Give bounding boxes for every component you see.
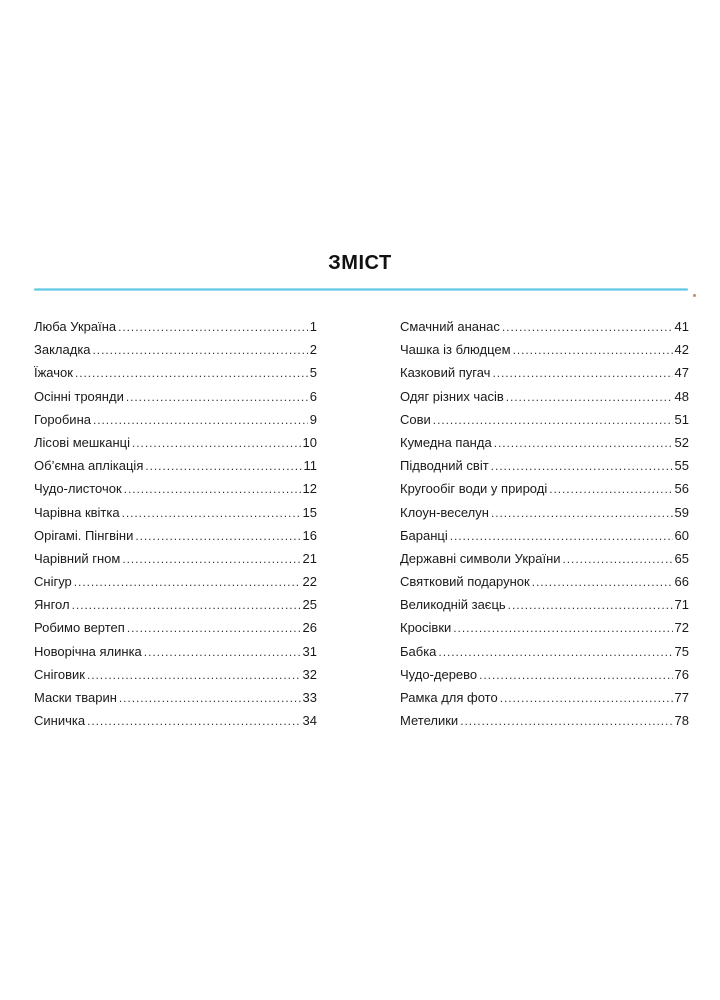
toc-entry-page-number: 55	[674, 458, 689, 474]
toc-entry-title: Їжачок	[34, 365, 73, 381]
toc-entry-title: Одяг різних часів	[400, 388, 504, 404]
dot-leader	[500, 687, 673, 710]
toc-entry-page-number: 12	[302, 481, 317, 497]
page-title: ЗМІСТ	[328, 252, 392, 274]
toc-entry[interactable]	[400, 547, 689, 570]
toc-entry[interactable]	[34, 663, 317, 686]
toc-entry-page-number: 78	[674, 713, 689, 729]
toc-entry-title: Горобина	[34, 411, 91, 427]
toc-entry-title: Рамка для фото	[400, 690, 498, 705]
toc-entry-title: Великодній заєць	[400, 597, 506, 613]
dot-leader	[438, 641, 672, 664]
toc-entry[interactable]	[400, 361, 689, 384]
toc-entry-title: Чарівний гном	[34, 550, 121, 566]
toc-entry-title: Метелики	[400, 713, 459, 729]
dot-leader	[513, 339, 673, 362]
toc-entry[interactable]	[400, 338, 689, 361]
toc-entry-title: Кросівки	[400, 620, 452, 636]
dot-leader	[494, 432, 673, 455]
toc-entry-title: Казковий пугач	[400, 365, 491, 381]
toc-entry[interactable]	[34, 338, 317, 361]
toc-entry-page-number: 65	[674, 550, 689, 566]
toc-entry-page-number: 48	[674, 388, 689, 404]
toc-entry-page-number: 75	[674, 643, 689, 659]
dot-leader	[506, 386, 673, 409]
toc-entry[interactable]	[400, 315, 689, 338]
dot-leader	[93, 339, 308, 362]
title-underline	[34, 288, 688, 291]
toc-entry-title: Підводний світ	[400, 458, 489, 474]
dot-leader	[122, 548, 300, 571]
toc-entry-page-number: 77	[674, 690, 689, 705]
toc-entry[interactable]	[34, 709, 317, 732]
toc-entry[interactable]	[400, 524, 689, 547]
toc-entry[interactable]	[34, 477, 317, 500]
toc-entry[interactable]	[34, 616, 317, 639]
toc-entry-title: Люба Україна	[34, 319, 117, 334]
toc-entry[interactable]	[400, 477, 689, 500]
dot-leader	[479, 664, 672, 687]
toc-entry-title: Кумедна панда	[400, 434, 492, 450]
dot-leader	[549, 478, 672, 501]
toc-entry-title: Робимо вертеп	[34, 620, 125, 636]
toc-entry-page-number: 51	[674, 411, 689, 427]
toc-entry-page-number: 2	[309, 342, 317, 358]
toc-entry[interactable]	[400, 454, 689, 477]
toc-entry[interactable]	[400, 616, 689, 639]
toc-entry[interactable]	[34, 570, 317, 593]
dot-leader	[144, 641, 301, 664]
toc-entry[interactable]	[400, 663, 689, 686]
toc-entry[interactable]	[400, 709, 689, 732]
toc-entry-page-number: 33	[302, 690, 317, 705]
toc-entry-page-number: 16	[302, 527, 317, 543]
toc-entry-title: Закладка	[34, 342, 91, 358]
dot-leader	[453, 617, 672, 640]
toc-entry[interactable]	[34, 315, 317, 338]
toc-entry-title: Баранці	[400, 527, 448, 543]
dot-leader	[87, 710, 300, 733]
toc-entry[interactable]	[34, 640, 317, 663]
toc-entry-title: Смачний ананас	[400, 319, 500, 334]
toc-entry-title: Кругообіг води у природі	[400, 481, 548, 497]
dot-leader	[502, 316, 673, 339]
toc-entry-title: Чарівна квітка	[34, 504, 120, 520]
toc-entry-page-number: 60	[674, 527, 689, 543]
toc-entry-title: Синичка	[34, 713, 86, 729]
dot-leader	[460, 710, 672, 733]
toc-entry-title: Чашка із блюдцем	[400, 342, 511, 358]
toc-entry-title: Лісові мешканці	[34, 434, 131, 450]
toc-entry-page-number: 26	[302, 620, 317, 636]
toc-entry[interactable]	[34, 431, 317, 454]
toc-entry-title: Чудо-дерево	[400, 666, 478, 682]
toc-entry[interactable]	[34, 385, 317, 408]
toc-entry-title: Янгол	[34, 597, 70, 613]
toc-entry-title: Чудо-листочок	[34, 481, 122, 497]
toc-entry[interactable]	[400, 431, 689, 454]
toc-entry-title: Клоун-веселун	[400, 504, 489, 520]
dot-leader	[119, 687, 301, 710]
toc-entry-page-number: 52	[674, 434, 689, 450]
dot-leader	[491, 455, 673, 478]
toc-entry[interactable]	[34, 524, 317, 547]
toc-entry-page-number: 66	[674, 574, 689, 590]
toc-entry-title: Державні символи України	[400, 550, 561, 566]
dot-leader	[132, 432, 301, 455]
decorative-dot	[693, 294, 696, 297]
toc-entry-page-number: 15	[302, 504, 317, 520]
toc-entry-page-number: 25	[302, 597, 317, 613]
dot-leader	[532, 571, 673, 594]
dot-leader	[491, 502, 673, 525]
toc-entry[interactable]	[34, 593, 317, 616]
toc-entry-title: Бабка	[400, 643, 437, 659]
toc-column-left	[34, 315, 317, 732]
toc-entry-page-number: 76	[674, 666, 689, 682]
toc-entry-title: Снігур	[34, 574, 72, 590]
dot-leader	[126, 386, 308, 409]
toc-entry-page-number: 31	[302, 643, 317, 659]
dot-leader	[563, 548, 673, 571]
toc-entry[interactable]	[34, 408, 317, 431]
toc-entry[interactable]	[400, 640, 689, 663]
toc-entry-page-number: 34	[302, 713, 317, 729]
toc-entry-page-number: 9	[309, 411, 317, 427]
toc-entry-page-number: 42	[674, 342, 689, 358]
toc-entry-page-number: 32	[302, 666, 317, 682]
toc-entry[interactable]	[400, 501, 689, 524]
toc-entry-title: Святковий подарунок	[400, 574, 530, 590]
toc-entry-page-number: 10	[302, 434, 317, 450]
toc-entry[interactable]	[34, 361, 317, 384]
dot-leader	[124, 478, 301, 501]
dot-leader	[93, 409, 308, 432]
toc-entry[interactable]	[400, 408, 689, 431]
dot-leader	[122, 502, 301, 525]
toc-entry-page-number: 1	[309, 319, 317, 334]
toc-entry-page-number: 5	[309, 365, 317, 381]
toc-entry-title: Сніговик	[34, 666, 85, 682]
toc-entry-title: Новорічна ялинка	[34, 643, 142, 659]
dot-leader	[74, 571, 301, 594]
toc-entry-page-number: 71	[674, 597, 689, 613]
toc-entry[interactable]	[400, 570, 689, 593]
dot-leader	[118, 316, 308, 339]
toc-entry-title: Орігамі. Пінгвіни	[34, 527, 134, 543]
toc-entry[interactable]	[400, 593, 689, 616]
toc-entry[interactable]	[34, 501, 317, 524]
dot-leader	[87, 664, 301, 687]
toc-entry-title: Сови	[400, 411, 431, 427]
toc-entry-title: Маски тварин	[34, 690, 117, 705]
dot-leader	[135, 525, 300, 548]
toc-entry[interactable]	[34, 547, 317, 570]
toc-entry[interactable]	[400, 385, 689, 408]
toc-entry[interactable]	[34, 454, 317, 477]
toc-entry-page-number: 11	[303, 458, 317, 474]
toc-entry-page-number: 41	[674, 319, 689, 334]
dot-leader	[75, 362, 308, 385]
dot-leader	[72, 594, 301, 617]
toc-entry-title: Осінні троянди	[34, 388, 124, 404]
dot-leader	[433, 409, 673, 432]
toc-entry-page-number: 22	[302, 574, 317, 590]
toc-column-right	[400, 315, 689, 732]
toc-entry-page-number: 56	[674, 481, 689, 497]
toc-entry-page-number: 47	[674, 365, 689, 381]
dot-leader	[145, 455, 301, 478]
dot-leader	[508, 594, 673, 617]
dot-leader	[492, 362, 672, 385]
toc-entry[interactable]	[400, 686, 689, 709]
toc-entry-title: Об’ємна аплікація	[34, 458, 144, 474]
toc-entry-page-number: 6	[309, 388, 317, 404]
toc-entry-page-number: 72	[674, 620, 689, 636]
toc-entry-page-number: 59	[674, 504, 689, 520]
dot-leader	[127, 617, 301, 640]
dot-leader	[450, 525, 673, 548]
toc-entry[interactable]	[34, 686, 317, 709]
toc-entry-page-number: 21	[302, 550, 317, 566]
